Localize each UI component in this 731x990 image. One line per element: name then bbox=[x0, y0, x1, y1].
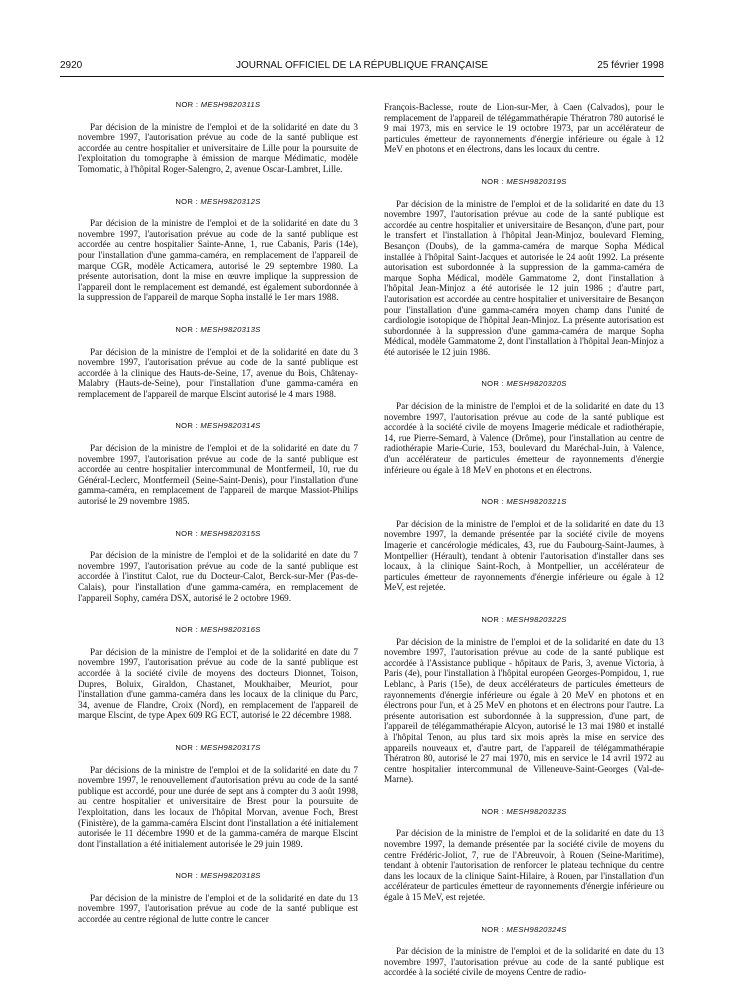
decision-section bbox=[78, 325, 358, 400]
decision-text: Par décision de la ministre de l'emploi et de la solidarité en date du 7 novembre 1997, l'autorisation prévue au code de la santé publique est accordée à la société civile de moyens des docteurs Dionnet, Toison, Dupres, Boluix, Giraldon, Chastanet, Moukhaiber, Meuriot, pour l'installation d'une gamma-caméra dans les locaux de la clinique du Parc, 34, avenue de Flandre, Croix (Nord), en remplacement de l'appareil de marque Elscint, de type Apex 609 RG ECT, autorisé le 22 décembre 1988. bbox=[78, 646, 358, 721]
decision-section bbox=[78, 197, 358, 303]
nor-reference: NOR : MESH9820315S bbox=[175, 528, 261, 538]
left-column bbox=[78, 100, 358, 925]
nor-reference: NOR : MESH9820322S bbox=[481, 614, 567, 624]
decision-section bbox=[384, 497, 664, 593]
decision-section bbox=[384, 177, 664, 358]
publication-date: 25 février 1998 bbox=[597, 60, 664, 71]
header-rule bbox=[60, 76, 664, 77]
nor-reference: NOR : MESH9820323S bbox=[481, 806, 567, 816]
decision-section bbox=[384, 615, 664, 785]
nor-reference: NOR : MESH9820311S bbox=[175, 100, 261, 109]
decision-text: Par décision de la ministre de l'emploi et de la solidarité en date du 13 novembre 1997, l'autorisation prévue au code de la santé publique est accordée au centre régional de lutte contre le cancer bbox=[78, 892, 358, 925]
decision-section bbox=[384, 807, 664, 903]
decision-text: Par décision de la ministre de l'emploi et de la solidarité en date du 7 novembre 1997, l'autorisation prévue au code de la santé publique est accordée à l'institut Calot, rue du Docteur-Calot, Berck-sur-Mer (Pas-de-Calais), pour l'installation d'une gamma-caméra, en remplacement de l'appareil Sophy, caméra DSX, autorisé le 2 octobre 1969. bbox=[78, 550, 358, 603]
nor-reference: NOR : MESH9820314S bbox=[175, 421, 261, 431]
page-number: 2920 bbox=[60, 60, 83, 71]
nor-reference: NOR : MESH9820324S bbox=[481, 924, 567, 934]
decision-text: Par décision de la ministre de l'emploi et de la solidarité en date du 13 novembre 1997, la demande présentée par la société civile de moyens du centre Frédéric-Joliot, 7, rue de l'Abreuvoir, à Rouen (Seine-Maritime), tendant à obtenir l'autorisation de renforcer le plateau technique du centre dans les locaux de la clinique Saint-Hilaire, à Rouen, par l'installation d'un accélérateur de particules émetteur de rayonnements d'énergie inférieure ou égale à 15 MeV, est rejetée. bbox=[384, 828, 664, 903]
nor-reference: NOR : MESH9820316S bbox=[175, 625, 261, 635]
decision-text: Par décision de la ministre de l'emploi et de la solidarité en date du 3 novembre 1997, l'autorisation prévue au code de la santé publique est accordée à la clinique des Hauts-de-Seine, 17, avenue du Bois, Châtenay-Malabry (Hauts-de-Seine), pour l'installation d'une gamma-caméra en remplacement de l'appareil de marque Elscint autorisé le 4 mars 1988. bbox=[78, 346, 358, 399]
journal-title: JOURNAL OFFICIEL DE LA RÉPUBLIQUE FRANÇAISE bbox=[235, 60, 489, 71]
decision-section bbox=[78, 871, 358, 924]
decision-section bbox=[384, 925, 664, 978]
decision-text: Par décision de la ministre de l'emploi et de la solidarité en date du 13 novembre 1997, l'autorisation prévue au code de la santé publique est accordée à la société civile de moyens Imagerie médicale et radiothérapie, 14, rue Pierre-Semard, à Valence (Drôme), pour l'installation au centre de radiothérapie Marie-Curie, 153, boulevard du Maréchal-Juin, à Valence, d'un accélérateur de particules émetteur de rayonnements d'énergie inférieure ou égale à 18 MeV en photons et en électrons. bbox=[384, 401, 664, 475]
decision-text: Par décision de la ministre de l'emploi et de la solidarité en date du 7 novembre 1997, l'autorisation prévue au code de la santé publique est accordée au centre hospitalier intercommunal de Montfermeil, 10, rue du Général-Leclerc, Montfermeil (Seine-Saint-Denis), pour l'installation d'une gamma-caméra, en remplacement de l'appareil de marque Massiot-Philips autorisé le 29 novembre 1985. bbox=[78, 443, 358, 507]
decision-text: Par décision de la ministre de l'emploi et de la solidarité en date du 3 novembre 1997, l'autorisation prévue au code de la santé publique est accordée au centre hospitalier et universitaire de Lille pour la poursuite de l'exploitation du tomographe à émission de marque Médimatic, modèle Tomomatic, à l'hôpital Roger-Salengro, 2, avenue Oscar-Lambret, Lille. bbox=[78, 121, 358, 174]
continued-text: François-Baclesse, route de Lion-sur-Mer, à Caen (Calvados), pour le remplacement de l'appareil de télégammathérapie Thératron 780 autorisé le 9 mai 1973, mis en service le 19 octobre 1973, par un accélérateur de particules émetteur de rayonnements d'énergie inférieure ou égale à 12 MeV en photons et en électrons, dans les locaux du centre. bbox=[384, 102, 664, 155]
nor-reference: NOR : MESH9820313S bbox=[175, 324, 261, 334]
decision-text: Par décisions de la ministre de l'emploi et de la solidarité en date du 7 novembre 1997, le renouvellement d'autorisation prévu au code de la santé publique est accordé, pour une durée de sept ans à compter du 3 août 1998, au centre hospitalier et universitaire de Brest pour la poursuite de l'exploitation, dans les locaux de l'hôpital Morvan, avenue Foch, Brest (Finistère), de la gamma-caméra Elscint dont l'installation a été initialement autorisée le 11 décembre 1990 et de la gamma-caméra de marque Elscint dont l'installation a été initialement autorisée le 29 juin 1989. bbox=[78, 764, 358, 849]
decision-section bbox=[78, 743, 358, 849]
page-header bbox=[60, 60, 664, 74]
nor-reference: NOR : MESH9820318S bbox=[175, 871, 261, 881]
decision-text: Par décision de la ministre de l'emploi et de la solidarité en date du 3 novembre 1997, l'autorisation prévue au code de la santé publique est accordée au centre hospitalier Sainte-Anne, 1, rue Cabanis, Paris (14e), pour l'installation d'une gamma-caméra, en remplacement de l'appareil de marque CGR, modèle Acticamera, autorisé le 29 septembre 1980. La présente autorisation, dont la mise en œuvre implique la suppression de l'appareil dont le remplacement est demandé, est également subordonnée à la suppression de l'appareil de marque Sopha installé le 1er mars 1988. bbox=[78, 218, 358, 303]
nor-reference: NOR : MESH9820319S bbox=[481, 176, 567, 186]
right-column bbox=[384, 102, 664, 978]
nor-reference: NOR : MESH9820317S bbox=[175, 742, 261, 752]
decision-text: Par décision de la ministre de l'emploi et de la solidarité en date du 13 novembre 1997, l'autorisation prévue au code de la santé publique est accordée à l'Assistance publique - hôpitaux de Paris, 3, avenue Victoria, à Paris (4e), pour l'installation à l'hôpital européen Georges-Pompidou, 1, rue Leblanc, à Paris (15e), de deux accélérateurs de particules émetteurs de rayonnements d'énergie inférieure ou égale à 20 MeV en photons et en électrons pour l'un, et à 25 MeV en photons et en électrons pour l'autre. La présente autorisation est subordonnée à la suppression, d'une part, de l'appareil de télégammathérapie Alcyon, autorisé le 13 mai 1980 et installé à l'hôpital Tenon, au plus tard six mois après la mise en service des appareils nouveaux et, d'autre part, de l'appareil de télégammathérapie Thératron 80, autorisé le 27 mai 1970, mis en service le 14 avril 1972 au centre hospitalier intercommunal de Villeneuve-Saint-Georges (Val-de-Marne). bbox=[384, 636, 664, 785]
decision-text: Par décision de la ministre de l'emploi et de la solidarité en date du 13 novembre 1997, l'autorisation prévue au code de la santé publique est accordée à la société civile de moyens Centre de radio- bbox=[384, 946, 664, 978]
decision-section bbox=[78, 529, 358, 604]
decision-text: Par décision de la ministre de l'emploi et de la solidarité en date du 13 novembre 1997, l'autorisation prévue au code de la santé publique est accordée au centre hospitalier et universitaire de Besançon, d'une part, pour le transfert et l'installation à l'hôpital Jean-Minjoz, boulevard Fleming, Besançon (Doubs), de la gamma-caméra de marque Sopha Médical installée à l'hôpital Saint-Jacques et autorisée le 24 août 1992. La présente autorisation est subordonnée à la suppression de la gamma-caméra de marque Sopha Médical, modèle Gammatome 2, dont l'installation à l'hôpital Jean-Minjoz a été autorisée le 12 juin 1986 ; d'autre part, l'autorisation est accordée au centre hospitalier et universitaire de Besançon pour l'installation d'une gamma-caméra moyen champ dans l'unité de cardiologie isotopique de l'hôpital Jean-Minjoz. La présente autorisation est subordonnée à la suppression d'une gamma-caméra de marque Sopha Médical, modèle Gammatome 2, dont l'installation à l'hôpital Jean-Minjoz a été autorisée le 12 juin 1986. bbox=[384, 198, 664, 357]
nor-reference: NOR : MESH9820320S bbox=[481, 379, 567, 389]
decision-text: Par décision de la ministre de l'emploi et de la solidarité en date du 13 novembre 1997, la demande présentée par la société civile de moyens Imagerie et cancérologie médicales, 43, rue du Faubourg-Saint-Jaumes, à Montpellier (Hérault), tendant à obtenir l'autorisation d'installer dans ses locaux, à la clinique Saint-Roch, à Montpellier, un accélérateur de particules émetteur de rayonnements d'énergie inférieure ou égale à 12 MeV, est rejetée. bbox=[384, 518, 664, 593]
decision-section bbox=[78, 421, 358, 506]
decision-section bbox=[384, 379, 664, 475]
decision-section bbox=[78, 625, 358, 721]
nor-reference: NOR : MESH9820321S bbox=[481, 497, 567, 507]
decision-section bbox=[78, 100, 358, 175]
nor-reference: NOR : MESH9820312S bbox=[175, 196, 261, 206]
